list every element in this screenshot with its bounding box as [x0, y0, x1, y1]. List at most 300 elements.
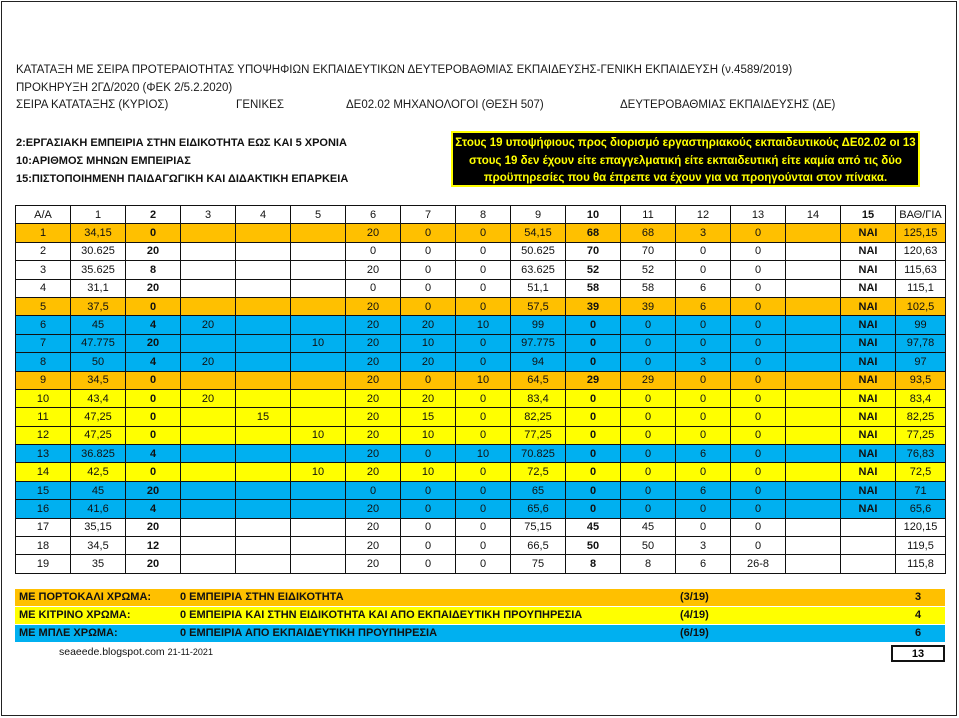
table-row [16, 279, 946, 297]
table-cell: 0 [676, 389, 731, 407]
table-cell: 11 [16, 408, 71, 426]
table-cell [236, 297, 291, 315]
table-cell: 0 [126, 371, 181, 389]
table-cell: 0 [401, 224, 456, 242]
table-cell [291, 316, 346, 334]
table-cell: 93,5 [896, 371, 946, 389]
column-header: 11 [621, 206, 676, 224]
table-cell: 34,15 [71, 224, 126, 242]
table-cell: 20 [346, 297, 401, 315]
column-header: 13 [731, 206, 786, 224]
table-cell [291, 537, 346, 555]
table-row [16, 518, 946, 536]
table-cell: 0 [456, 279, 511, 297]
table-cell: 20 [126, 334, 181, 352]
table-cell: 0 [456, 518, 511, 536]
table-cell [236, 353, 291, 371]
table-cell: 0 [401, 555, 456, 573]
table-cell: ΝΑΙ [841, 408, 896, 426]
notice-box [451, 131, 920, 187]
table-cell [291, 389, 346, 407]
table-cell: 0 [621, 408, 676, 426]
legend-description: 0 ΕΜΠΕΙΡΙΑ ΣΤΗΝ ΕΙΔΙΚΟΤΗΤΑ [180, 591, 344, 603]
notice-line: προϋπηρεσίες που θα έπρεπε να έχουν για να προηγούνται στον πίνακα. [483, 172, 888, 184]
table-cell: 20 [401, 316, 456, 334]
table-cell: 0 [731, 334, 786, 352]
table-cell: 0 [676, 242, 731, 260]
table-cell [786, 389, 841, 407]
table-cell: 120,63 [896, 242, 946, 260]
table-cell: 0 [621, 463, 676, 481]
table-cell: 0 [731, 297, 786, 315]
table-cell: 0 [621, 481, 676, 499]
table-cell: 19 [16, 555, 71, 573]
table-cell: 0 [566, 316, 621, 334]
column-legend-item: 2:ΕΡΓΑΣΙΑΚΗ ΕΜΠΕΙΡΙΑ ΣΤΗΝ ΕΙΔΙΚΟΤΗΤΑ ΕΩΣ ΚΑΙ 5 ΧΡΟΝΙΑ [16, 137, 347, 149]
table-cell: 0 [676, 408, 731, 426]
column-header: 9 [511, 206, 566, 224]
table-cell: 20 [126, 518, 181, 536]
table-cell: 0 [126, 297, 181, 315]
table-cell: 0 [731, 261, 786, 279]
table-cell: 20 [346, 334, 401, 352]
table-cell: 0 [126, 463, 181, 481]
table-cell [841, 518, 896, 536]
table-cell: 12 [16, 426, 71, 444]
table-cell: 52 [621, 261, 676, 279]
table-row [16, 371, 946, 389]
table-cell: 20 [181, 316, 236, 334]
document-title: ΚΑΤΑΤΑΞΗ ΜΕ ΣΕΙΡΑ ΠΡΟΤΕΡΑΙΟΤΗΤΑΣ ΥΠΟΨΗΦΙΩΝ ΕΚΠΑΙΔΕΥΤΙΚΩΝ ΔΕΥΤΕΡΟΒΑΘΜΙΑΣ ΕΚΠΑΙΔΕΥΣΗΣ-ΓΕΝΙΚΗ ΕΚΠΑΙΔΕΥΣΗ (ν.4589/2019) [16, 64, 793, 76]
table-cell [786, 261, 841, 279]
table-cell: 82,25 [511, 408, 566, 426]
table-cell [181, 518, 236, 536]
column-header: 2 [126, 206, 181, 224]
table-cell: 31,1 [71, 279, 126, 297]
table-cell: 16 [16, 500, 71, 518]
table-row [16, 316, 946, 334]
table-cell [291, 408, 346, 426]
table-cell [181, 242, 236, 260]
table-cell: 97.775 [511, 334, 566, 352]
table-cell: 71 [896, 481, 946, 499]
column-header: 12 [676, 206, 731, 224]
table-cell [291, 224, 346, 242]
table-cell [181, 408, 236, 426]
table-row [16, 242, 946, 260]
table-header-row [16, 206, 946, 224]
table-cell: 10 [291, 426, 346, 444]
legend-description: 0 ΕΜΠΕΙΡΙΑ ΑΠΟ ΕΚΠΑΙΔΕΥΤΙΚΗ ΠΡΟΥΠΗΡΕΣΙΑ [180, 627, 438, 639]
table-cell [786, 426, 841, 444]
table-cell: 0 [346, 242, 401, 260]
table-cell [291, 481, 346, 499]
table-cell: 115,1 [896, 279, 946, 297]
table-cell [291, 555, 346, 573]
table-cell: 0 [621, 500, 676, 518]
table-cell: 26-8 [731, 555, 786, 573]
table-cell [236, 316, 291, 334]
table-cell: 0 [566, 408, 621, 426]
table-cell: 34,5 [71, 537, 126, 555]
table-cell: 10 [401, 334, 456, 352]
color-legend-row [15, 589, 945, 606]
table-cell: 20 [126, 555, 181, 573]
table-cell [786, 334, 841, 352]
table-cell: 0 [126, 224, 181, 242]
table-cell: 0 [401, 445, 456, 463]
legend-ratio: (4/19) [680, 609, 709, 621]
table-cell: 0 [621, 445, 676, 463]
table-cell: 0 [456, 500, 511, 518]
table-cell [786, 408, 841, 426]
legend-color-label: ΜΕ ΠΟΡΤΟΚΑΛΙ ΧΡΩΜΑ: [19, 591, 152, 603]
table-cell: 20 [126, 279, 181, 297]
legend-description: 0 ΕΜΠΕΙΡΙΑ ΚΑΙ ΣΤΗΝ ΕΙΔΙΚΟΤΗΤΑ ΚΑΙ ΑΠΟ ΕΚΠΑΙΔΕΥΤΙΚΗ ΠΡΟΥΠΗΡΕΣΙΑ [180, 609, 583, 621]
table-body [16, 224, 946, 573]
table-cell: 94 [511, 353, 566, 371]
table-cell: 77,25 [511, 426, 566, 444]
table-cell: 68 [566, 224, 621, 242]
table-cell: 0 [346, 279, 401, 297]
table-cell [786, 316, 841, 334]
table-cell: 20 [346, 224, 401, 242]
table-cell: 0 [401, 242, 456, 260]
source-date: 21-11-2021 [167, 647, 213, 657]
table-cell: 8 [621, 555, 676, 573]
table-cell: 3 [676, 537, 731, 555]
table-row [16, 445, 946, 463]
category-label: ΓΕΝΙΚΕΣ [236, 99, 284, 111]
table-cell: 72,5 [896, 463, 946, 481]
table-cell: 0 [456, 555, 511, 573]
legend-color-label: ΜΕ ΜΠΛΕ ΧΡΩΜΑ: [19, 627, 118, 639]
table-cell: 0 [456, 463, 511, 481]
table-cell [786, 481, 841, 499]
table-cell [291, 500, 346, 518]
table-cell: ΝΑΙ [841, 445, 896, 463]
table-cell: 0 [676, 316, 731, 334]
table-cell: 2 [16, 242, 71, 260]
table-cell [236, 224, 291, 242]
table-cell: 0 [731, 242, 786, 260]
table-cell: 125,15 [896, 224, 946, 242]
table-cell: 0 [401, 481, 456, 499]
table-cell: 29 [621, 371, 676, 389]
table-cell: 75 [511, 555, 566, 573]
table-cell: 70 [566, 242, 621, 260]
table-cell: 0 [566, 445, 621, 463]
table-cell: 17 [16, 518, 71, 536]
table-cell: 6 [676, 445, 731, 463]
table-cell: 97 [896, 353, 946, 371]
table-cell: 4 [126, 445, 181, 463]
table-cell: 20 [346, 389, 401, 407]
table-cell: 119,5 [896, 537, 946, 555]
table-cell: 0 [456, 297, 511, 315]
table-cell: 20 [401, 389, 456, 407]
table-cell: 58 [621, 279, 676, 297]
table-row [16, 224, 946, 242]
table-cell: 0 [731, 408, 786, 426]
table-cell: 0 [676, 334, 731, 352]
table-cell [786, 297, 841, 315]
table-cell: 20 [346, 353, 401, 371]
notice-line: στους 19 δεν έχουν είτε επαγγελματική είτε εκπαιδευτική είτε καμία από τις δύο [469, 154, 902, 167]
table-cell: 0 [456, 353, 511, 371]
table-cell: 45 [71, 316, 126, 334]
table-cell: 0 [621, 316, 676, 334]
table-cell: 7 [16, 334, 71, 352]
table-cell [236, 426, 291, 444]
announcement-ref: ΠΡΟΚΗΡΥΞΗ 2ΓΔ/2020 (ΦΕΚ 2/5.2.2020) [16, 82, 233, 94]
table-cell: 0 [401, 518, 456, 536]
table-cell: 6 [676, 555, 731, 573]
total-count: 13 [891, 645, 945, 662]
table-cell: 82,25 [896, 408, 946, 426]
table-cell: 50.625 [511, 242, 566, 260]
ranking-type: ΣΕΙΡΑ ΚΑΤΑΤΑΞΗΣ (ΚΥΡΙΟΣ) [16, 99, 169, 111]
table-cell: 9 [16, 371, 71, 389]
table-cell: 4 [126, 316, 181, 334]
table-cell: ΝΑΙ [841, 316, 896, 334]
table-cell [786, 518, 841, 536]
table-cell: 50 [566, 537, 621, 555]
table-cell: 8 [566, 555, 621, 573]
table-cell [181, 445, 236, 463]
table-cell [181, 279, 236, 297]
table-cell: 35 [71, 555, 126, 573]
table-cell: ΝΑΙ [841, 261, 896, 279]
table-cell: 0 [731, 537, 786, 555]
table-cell: 34,5 [71, 371, 126, 389]
table-cell: 0 [731, 389, 786, 407]
table-cell: 0 [676, 463, 731, 481]
column-header: Α/Α [16, 206, 71, 224]
table-cell [236, 261, 291, 279]
table-cell: 41,6 [71, 500, 126, 518]
column-header: 10 [566, 206, 621, 224]
table-cell: ΝΑΙ [841, 500, 896, 518]
table-cell: 0 [731, 445, 786, 463]
table-cell: 0 [401, 537, 456, 555]
table-cell [786, 555, 841, 573]
table-cell: 15 [16, 481, 71, 499]
table-cell [181, 481, 236, 499]
table-cell: ΝΑΙ [841, 371, 896, 389]
table-cell [786, 224, 841, 242]
table-cell: 0 [731, 518, 786, 536]
table-cell: 0 [566, 334, 621, 352]
table-cell: 45 [621, 518, 676, 536]
table-cell: 47,25 [71, 426, 126, 444]
table-cell: 20 [346, 426, 401, 444]
table-cell: 36.825 [71, 445, 126, 463]
table-cell: 0 [676, 518, 731, 536]
table-cell [181, 537, 236, 555]
table-cell: 20 [346, 463, 401, 481]
legend-color-label: ΜΕ ΚΙΤΡΙΝΟ ΧΡΩΜΑ: [19, 609, 131, 621]
column-header: 1 [71, 206, 126, 224]
table-cell: 20 [401, 353, 456, 371]
table-cell: 0 [731, 371, 786, 389]
table-cell: 20 [346, 500, 401, 518]
table-row [16, 426, 946, 444]
table-cell: 0 [566, 353, 621, 371]
table-cell: 0 [676, 426, 731, 444]
table-cell: 70 [621, 242, 676, 260]
table-cell: 70.825 [511, 445, 566, 463]
table-cell: 0 [566, 389, 621, 407]
table-cell: 97,78 [896, 334, 946, 352]
table-cell: 6 [676, 297, 731, 315]
table-cell: 50 [621, 537, 676, 555]
table-cell: 0 [676, 261, 731, 279]
column-legend-item: 10:ΑΡΙΘΜΟΣ ΜΗΝΩΝ ΕΜΠΕΙΡΙΑΣ [16, 155, 191, 167]
table-cell: 29 [566, 371, 621, 389]
table-cell: 0 [621, 426, 676, 444]
table-cell: ΝΑΙ [841, 334, 896, 352]
table-cell: ΝΑΙ [841, 279, 896, 297]
table-cell [291, 297, 346, 315]
table-cell: 8 [16, 353, 71, 371]
source-site: seaeede.blogspot.com [59, 646, 165, 658]
table-cell: 99 [511, 316, 566, 334]
table-cell [786, 279, 841, 297]
table-cell: 1 [16, 224, 71, 242]
table-cell: 115,8 [896, 555, 946, 573]
table-cell [181, 426, 236, 444]
table-cell: 0 [401, 261, 456, 279]
table-row [16, 297, 946, 315]
column-header: 14 [786, 206, 841, 224]
table-cell: 10 [291, 334, 346, 352]
table-cell: 10 [401, 426, 456, 444]
table-cell: 10 [16, 389, 71, 407]
color-legend-row [15, 625, 945, 642]
legend-count: 3 [915, 591, 922, 603]
table-cell: 47.775 [71, 334, 126, 352]
table-cell: 13 [16, 445, 71, 463]
table-cell [291, 261, 346, 279]
table-cell [236, 500, 291, 518]
table-cell: 15 [236, 408, 291, 426]
column-header: 4 [236, 206, 291, 224]
table-cell: 0 [731, 463, 786, 481]
table-cell [236, 389, 291, 407]
table-cell: 0 [456, 537, 511, 555]
table-cell [236, 242, 291, 260]
table-cell: 12 [126, 537, 181, 555]
table-cell: 35.625 [71, 261, 126, 279]
table-cell: 58 [566, 279, 621, 297]
table-cell [181, 224, 236, 242]
table-cell: ΝΑΙ [841, 389, 896, 407]
table-cell: 0 [621, 389, 676, 407]
table-row [16, 555, 946, 573]
education-level-label: ΔΕΥΤΕΡΟΒΑΘΜΙΑΣ ΕΚΠΑΙΔΕΥΣΗΣ (ΔΕ) [620, 99, 836, 111]
table-cell [236, 555, 291, 573]
table-cell: 0 [621, 334, 676, 352]
table-cell: 39 [621, 297, 676, 315]
table-cell: 0 [731, 224, 786, 242]
table-cell: 20 [181, 389, 236, 407]
table-cell: 4 [16, 279, 71, 297]
table-cell: 20 [346, 261, 401, 279]
table-cell: 57,5 [511, 297, 566, 315]
table-cell [181, 334, 236, 352]
table-cell [236, 279, 291, 297]
table-cell: 0 [456, 242, 511, 260]
table-cell: 0 [621, 353, 676, 371]
table-cell [181, 500, 236, 518]
table-cell: 47,25 [71, 408, 126, 426]
table-cell: 0 [566, 500, 621, 518]
table-cell: 45 [566, 518, 621, 536]
table-cell: 20 [181, 353, 236, 371]
table-cell: 0 [566, 463, 621, 481]
table-cell: 0 [456, 408, 511, 426]
table-cell: 102,5 [896, 297, 946, 315]
table-cell: 65,6 [896, 500, 946, 518]
table-cell: 51,1 [511, 279, 566, 297]
table-row [16, 500, 946, 518]
color-legend-row [15, 607, 945, 624]
table-cell [236, 371, 291, 389]
table-cell [236, 445, 291, 463]
table-cell [786, 537, 841, 555]
column-header: 7 [401, 206, 456, 224]
column-legend-item: 15:ΠΙΣΤΟΠΟΙΗΜΕΝΗ ΠΑΙΔΑΓΩΓΙΚΗ ΚΑΙ ΔΙΔΑΚΤΙΚΗ ΕΠΑΡΚΕΙΑ [16, 173, 349, 185]
table-cell [291, 518, 346, 536]
table-cell: 0 [731, 353, 786, 371]
table-cell: 3 [16, 261, 71, 279]
table-cell [236, 518, 291, 536]
table-cell: 0 [126, 389, 181, 407]
table-cell: 15 [401, 408, 456, 426]
legend-count: 6 [915, 627, 922, 639]
table-cell: 0 [456, 481, 511, 499]
table-cell [291, 353, 346, 371]
table-cell: 83,4 [511, 389, 566, 407]
table-row [16, 408, 946, 426]
table-cell: ΝΑΙ [841, 463, 896, 481]
column-header: ΒΑΘ/ΓΙΑ [896, 206, 946, 224]
table-cell: 43,4 [71, 389, 126, 407]
table-cell [786, 500, 841, 518]
table-cell [786, 463, 841, 481]
table-cell: 0 [401, 297, 456, 315]
table-cell: 20 [346, 555, 401, 573]
table-cell [181, 463, 236, 481]
table-row [16, 261, 946, 279]
table-cell [291, 242, 346, 260]
table-cell: 0 [676, 500, 731, 518]
table-cell: 6 [676, 279, 731, 297]
table-row [16, 463, 946, 481]
table-cell: ΝΑΙ [841, 242, 896, 260]
footer-source [59, 646, 213, 658]
table-cell: 0 [731, 481, 786, 499]
table-cell: ΝΑΙ [841, 481, 896, 499]
table-cell [236, 463, 291, 481]
table-cell: 20 [346, 537, 401, 555]
table-cell: 20 [126, 481, 181, 499]
table-cell: 45 [71, 481, 126, 499]
table-cell: 0 [346, 481, 401, 499]
table-cell: 3 [676, 353, 731, 371]
table-cell: 65,6 [511, 500, 566, 518]
